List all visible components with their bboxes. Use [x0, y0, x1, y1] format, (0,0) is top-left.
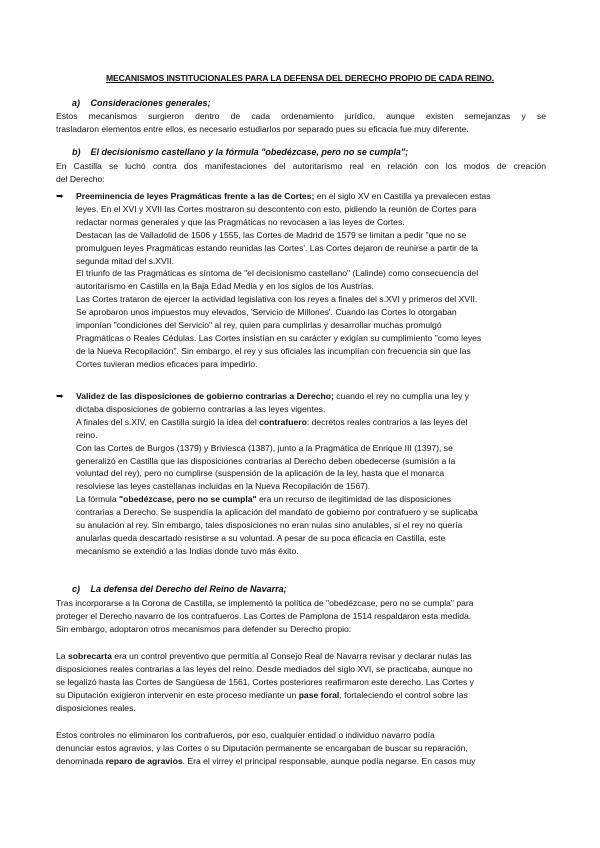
bullet-validez-line: voluntad del rey), pero no cumplirse (suspensión de la aplicación de la ley, hasta que el monarca	[76, 468, 445, 479]
reparo-last-line	[56, 755, 546, 768]
section-b-heading	[72, 147, 408, 157]
bullet-pragmaticas-line: leyes. En el XVI y XVII las Cortes mostraron su descontento con esto, pidiendo la reunión de Cortes para	[76, 203, 477, 214]
section-c-label: c)	[72, 584, 81, 594]
contrafuero-post: : decretos reales contrarios a las leyes del	[306, 416, 468, 427]
section-a-heading	[72, 98, 211, 108]
contrafuero-pre: A finales del s.XIV, en Castilla surgió la idea del	[76, 416, 260, 427]
sobrecarta-last-line: disposiciones reales.	[56, 702, 136, 713]
section-b-label: b)	[72, 147, 81, 157]
reparo-post: . Era el virrey el principal responsable, aunque podía negarse. En casos muy	[182, 755, 476, 766]
pase-post: , fortaleciendo el control sobre las	[339, 689, 468, 700]
bullet-validez-line: contrarias a Derecho. Se suspendía la aplicación del mandato de gobierno por contrafuero y se suplicaba	[76, 507, 478, 518]
section-b-title: El decisionismo castellano y la fórmula "obedézcase, pero no se cumpla";	[90, 147, 409, 157]
bullet-pragmaticas-line: promulguen leyes Pragmáticas estando reunidas las Cortes'. Las Cortes dejaron de reunirse a partir de la	[76, 242, 478, 253]
bullet-pragmaticas-first-rest: en el siglo XV en Castilla ya prevalecen estas	[314, 191, 491, 201]
bullet-pragmaticas-line: redactar normas generales y que las Pragmáticas no revocasen a las leyes de Cortes.	[76, 216, 405, 227]
pase-pre: su Diputación exigieron intervenir en este proceso mediante un	[56, 689, 299, 700]
bullet-validez-text	[76, 390, 546, 558]
reparo-pre: denominada	[56, 755, 106, 766]
sobrecarta-line: disposiciones reales contrarias a las leyes del reino. Desde mediados del siglo XVI, se practicaba, aunque no	[56, 663, 473, 674]
sobrecarta-line: se legalizó hasta las Cortes de Sangüesa de 1561, Cortes posteriores reafirmaron este derecho. Las Cortes y	[56, 676, 474, 687]
arrow-bullet-icon: ➥	[56, 191, 64, 201]
arrow-bullet-icon: ➥	[56, 391, 64, 401]
bullet-validez-line: resolviese las leyes castellanas incluidas en la Nueva Recopilación de 1567).	[76, 481, 371, 492]
bullet-validez-first-rest: cuando el rey no cumplía una ley y	[333, 391, 470, 401]
pase-foral-term: pase foral	[298, 689, 340, 700]
bullet-pragmaticas-line: El triunfo de las Pragmáticas es síntoma de "el decisionismo castellano" (Lalinde) como consecuencia del	[76, 268, 479, 279]
bullet-validez-line: reino.	[76, 429, 98, 440]
bullet-validez-contrafuero-line	[76, 416, 546, 429]
formula-term: "obedézcase, pero no se cumpla"	[119, 494, 257, 505]
bullet-pragmaticas-line: Pragmáticas o Reales Cédulas. Las Cortes insistían en su carácter y exigían su cumplimiento "como leyes	[76, 332, 482, 343]
section-a-title: Consideraciones generales;	[90, 98, 211, 108]
bullet-validez-first-line	[76, 390, 546, 403]
bullet-pragmaticas	[56, 190, 546, 390]
page-title: MECANISMOS INSTITUCIONALES PARA LA DEFENSA DEL DERECHO PROPIO DE CADA REINO.	[105, 73, 495, 83]
bullet-validez-line: dictaba disposiciones de gobierno contrarias a las leyes vigentes.	[76, 403, 326, 414]
sobrecarta-post: era un control preventivo que permitía al Consejo Real de Navarra revisar y declarar nulas las	[111, 651, 472, 661]
section-c-title: La defensa del Derecho del Reino de Navarra;	[90, 584, 287, 594]
section-b-intro-line: del Derecho:	[56, 173, 105, 184]
section-c-intro	[56, 597, 546, 636]
bullet-validez-line: generalizó en Castilla que las disposiciones contrarias al Derecho deben obedecerse (sumisión a la	[76, 455, 456, 466]
section-a-line: Estos mecanismos surgieron dentro de cada ordenamiento jurídico, aunque existen semejanzas y se	[56, 111, 546, 121]
bullet-pragmaticas-line: segunda mitad del s.XVII.	[76, 255, 174, 266]
section-a-paragraph	[56, 110, 546, 136]
pase-foral-line	[56, 689, 546, 702]
bullet-pragmaticas-line: Cortes tuvieran medios eficaces para impedirlo.	[76, 358, 258, 369]
section-a-line: trasladaron elementos entre ellos, es necesario estudiarlos por separado pues su eficacia fue muy diferente.	[56, 123, 469, 134]
bullet-pragmaticas-text	[76, 190, 546, 371]
bullet-validez-line: Con las Cortes de Burgos (1379) y Briviesca (1387), junto a la Pragmática de Enrique III (1397), se	[76, 442, 453, 453]
bullet-validez-line: anularlas queda descartado resistirse a su voluntad. A pesar de su poca eficacia en Castilla, este	[76, 532, 446, 543]
reparo-line: Estos controles no eliminaron los contrafueros, por eso, cualquier entidad o individuo navarro podía	[56, 730, 435, 740]
sobrecarta-paragraph	[56, 650, 546, 715]
reparo-paragraph	[56, 729, 546, 768]
bullet-validez-lead: Validez de las disposiciones de gobierno contrarias a Derecho;	[76, 391, 334, 401]
bullet-validez-line: su anulación al rey. Sin embargo, tales disposiciones no eran nulas sino anulables, si el rey no quería	[76, 520, 463, 531]
section-b-intro-line: En Castilla se luchó contra dos manifestaciones del autoritarismo real en relación con los modos de creación	[56, 161, 546, 171]
bullet-validez-formula-line	[76, 493, 546, 506]
bullet-pragmaticas-line: de la Nueva Recopilación". Sin embargo, el rey y sus oficiales las incumplían con frecuencia sin que las	[76, 345, 471, 356]
section-c-line: Tras incorporarse a la Corona de Castilla, se implementó la política de "obedézcase, pero no se cumpla" para	[56, 598, 474, 608]
bullet-pragmaticas-first-line	[76, 190, 546, 203]
bullet-pragmaticas-line: Se aprobaron unos impuestos muy elevados, 'Servicio de Millones'. Cuando las Cortes lo otorgaban	[76, 307, 457, 318]
formula-pre: La fórmula	[76, 494, 119, 505]
bullet-pragmaticas-line: imponían "condiciones del Servicio" al rey, quien para cumplirlas y desarrollar muchas promulgó	[76, 320, 442, 331]
section-b-intro	[56, 160, 546, 186]
bullet-pragmaticas-line: Destacan las de Valladolid de 1506 y 1555, las Cortes de Madrid de 1579 se limitan a pedir "que no se	[76, 229, 467, 240]
sobrecarta-pre: La	[56, 651, 68, 661]
sobrecarta-first-line	[56, 650, 546, 663]
reparo-line: denunciar estos agravios, y las Cortes o su Diputación permanente se encargaban de buscar su reparación,	[56, 742, 468, 753]
section-a-label: a)	[72, 98, 81, 108]
formula-post: era un recurso de ilegitimidad de las disposiciones	[256, 494, 451, 505]
bullet-validez	[56, 390, 546, 580]
section-c-line: Sin embargo, adoptaron otros mecanismos para defender su Derecho propio:	[56, 623, 352, 634]
contrafuero-term: contrafuero	[259, 416, 307, 427]
section-c-heading	[72, 584, 287, 594]
reparo-term: reparo de agravios	[105, 755, 183, 766]
bullet-pragmaticas-line: Las Cortes trataron de ejercer la actividad legislativa con los reyes a finales del s.XVI y primeros del XVII.	[76, 294, 478, 305]
bullet-pragmaticas-line: autoritarismo en Castilla en la Baja Edad Media y en los siglos de los Austrias.	[76, 281, 375, 292]
sobrecarta-term: sobrecarta	[67, 651, 112, 661]
section-c-line: proteger el Derecho navarro de los contrafueros. Las Cortes de Pamplona de 1514 respaldaron esta medida.	[56, 610, 472, 621]
bullet-pragmaticas-lead: Preeminencia de leyes Pragmáticas frente a las de Cortes;	[76, 191, 315, 201]
bullet-validez-line: mecanismo se extendió a las Indias donde tuvo más éxito.	[76, 545, 299, 556]
